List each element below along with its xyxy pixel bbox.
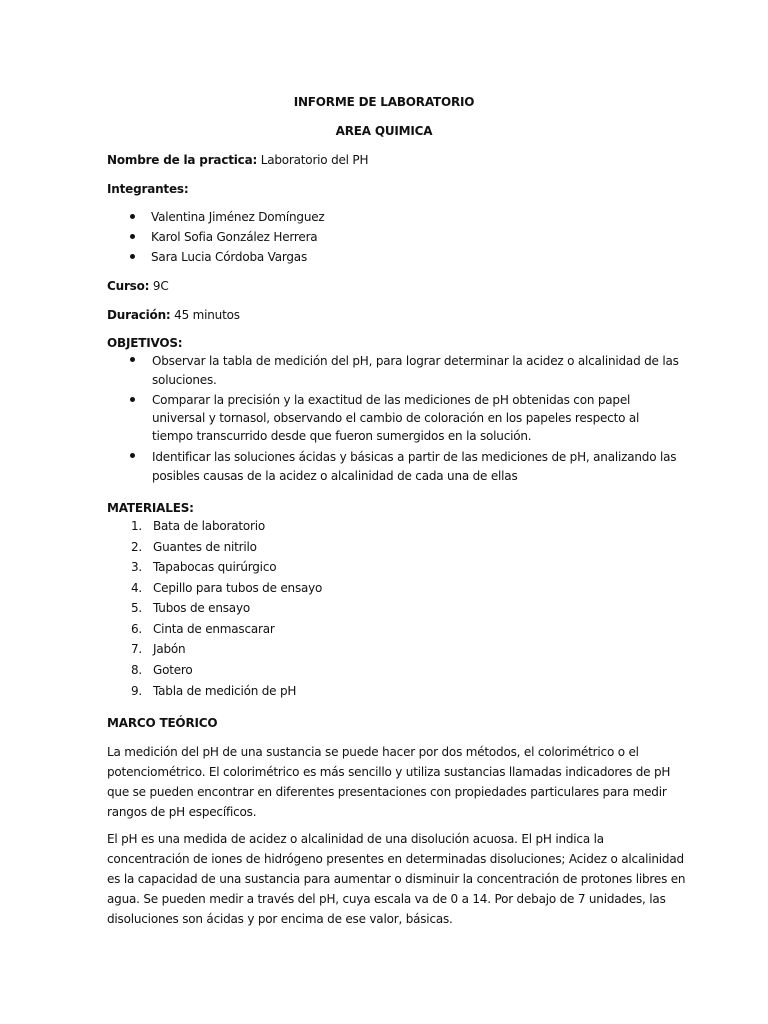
members-label: Integrantes:: [107, 182, 189, 196]
item-text: Tubos de ensayo: [153, 601, 250, 615]
document-title: INFORME DE LABORATORIO: [293, 95, 475, 109]
theory-paragraph: [107, 829, 686, 929]
item-text: Bata de laboratorio: [153, 519, 266, 533]
item-number: 5.: [130, 601, 142, 615]
course-line: [107, 276, 169, 296]
theory-paragraph: [107, 742, 671, 822]
item-text: Tabla de medición de pH: [153, 684, 297, 698]
item-text: Gotero: [153, 663, 193, 677]
item-number: 4.: [130, 581, 142, 595]
member-item: Karol Sofia González Herrera: [151, 230, 318, 244]
member-item: Valentina Jiménez Domínguez: [151, 210, 325, 224]
item-text: Jabón: [153, 642, 186, 656]
paragraph-line: disoluciones son ácidas y por encima de ese valor, básicas.: [107, 912, 453, 926]
item-text: Guantes de nitrilo: [153, 540, 257, 554]
bullet-icon: [130, 214, 135, 219]
paragraph-line: que se pueden encontrar en diferentes presentaciones con propiedades particulares para medir: [107, 785, 667, 799]
item-number: 3.: [130, 560, 142, 574]
objective-line: Observar la tabla de medición del pH, para lograr determinar la acidez o alcalinidad de las: [152, 354, 679, 368]
theory-heading: MARCO TEÓRICO: [107, 716, 218, 730]
objective-line: Comparar la precisión y la exactitud de las mediciones de pH obtenidas con papel: [152, 393, 631, 407]
practice-value: Laboratorio del PH: [257, 153, 369, 167]
objective-line: tiempo transcurrido desde que fueron sumergidos en la solución.: [152, 429, 532, 443]
item-number: 6.: [130, 622, 142, 636]
duration-value: 45 minutos: [170, 308, 240, 322]
duration-label: Duración:: [107, 308, 171, 322]
document-subtitle: AREA QUIMICA: [335, 124, 433, 138]
course-value: 9C: [149, 279, 169, 293]
paragraph-line: El pH es una medida de acidez o alcalinidad de una disolución acuosa. El pH indica la: [107, 832, 604, 846]
item-number: 1.: [130, 519, 142, 533]
objective-line: Identificar las soluciones ácidas y básicas a partir de las mediciones de pH, analizando las: [152, 450, 677, 464]
item-text: Tapabocas quirúrgico: [153, 560, 277, 574]
materials-heading: MATERIALES:: [107, 501, 194, 515]
bullet-icon: [130, 254, 135, 259]
paragraph-line: potenciométrico. El colorimétrico es más sencillo y utiliza sustancias llamadas indicadores de pH: [107, 765, 671, 779]
bullet-icon: [130, 234, 135, 239]
bullet-icon: [130, 397, 135, 402]
item-number: 7.: [130, 642, 142, 656]
item-text: Cepillo para tubos de ensayo: [153, 581, 323, 595]
item-number: 8.: [130, 663, 142, 677]
duration-line: [107, 305, 240, 325]
objectives-heading: OBJETIVOS:: [107, 336, 183, 350]
practice-label: Nombre de la practica:: [107, 153, 258, 167]
item-number: 2.: [130, 540, 142, 554]
paragraph-line: agua. Se pueden medir a través del pH, cuya escala va de 0 a 14. Por debajo de 7 unidades, las: [107, 892, 666, 906]
paragraph-line: rangos de pH específicos.: [107, 805, 257, 819]
paragraph-line: La medición del pH de una sustancia se puede hacer por dos métodos, el colorimétrico o el: [107, 745, 639, 759]
item-number: 9.: [130, 684, 142, 698]
course-label: Curso:: [107, 279, 150, 293]
paragraph-line: es la capacidad de una sustancia para aumentar o disminuir la concentración de protones libres en: [107, 872, 686, 886]
objective-line: posibles causas de la acidez o alcalinidad de cada una de ellas: [152, 469, 518, 483]
member-item: Sara Lucia Córdoba Vargas: [151, 250, 308, 264]
paragraph-line: concentración de iones de hidrógeno presentes en determinadas disoluciones; Acidez o alcalinidad: [107, 852, 684, 866]
bullet-icon: [130, 357, 135, 362]
objective-line: soluciones.: [152, 373, 217, 387]
objective-line: universal y tornasol, observando el cambio de coloración en los papeles respecto al: [152, 411, 640, 425]
practice-line: [107, 150, 368, 170]
item-text: Cinta de enmascarar: [153, 622, 275, 636]
bullet-icon: [130, 453, 135, 458]
